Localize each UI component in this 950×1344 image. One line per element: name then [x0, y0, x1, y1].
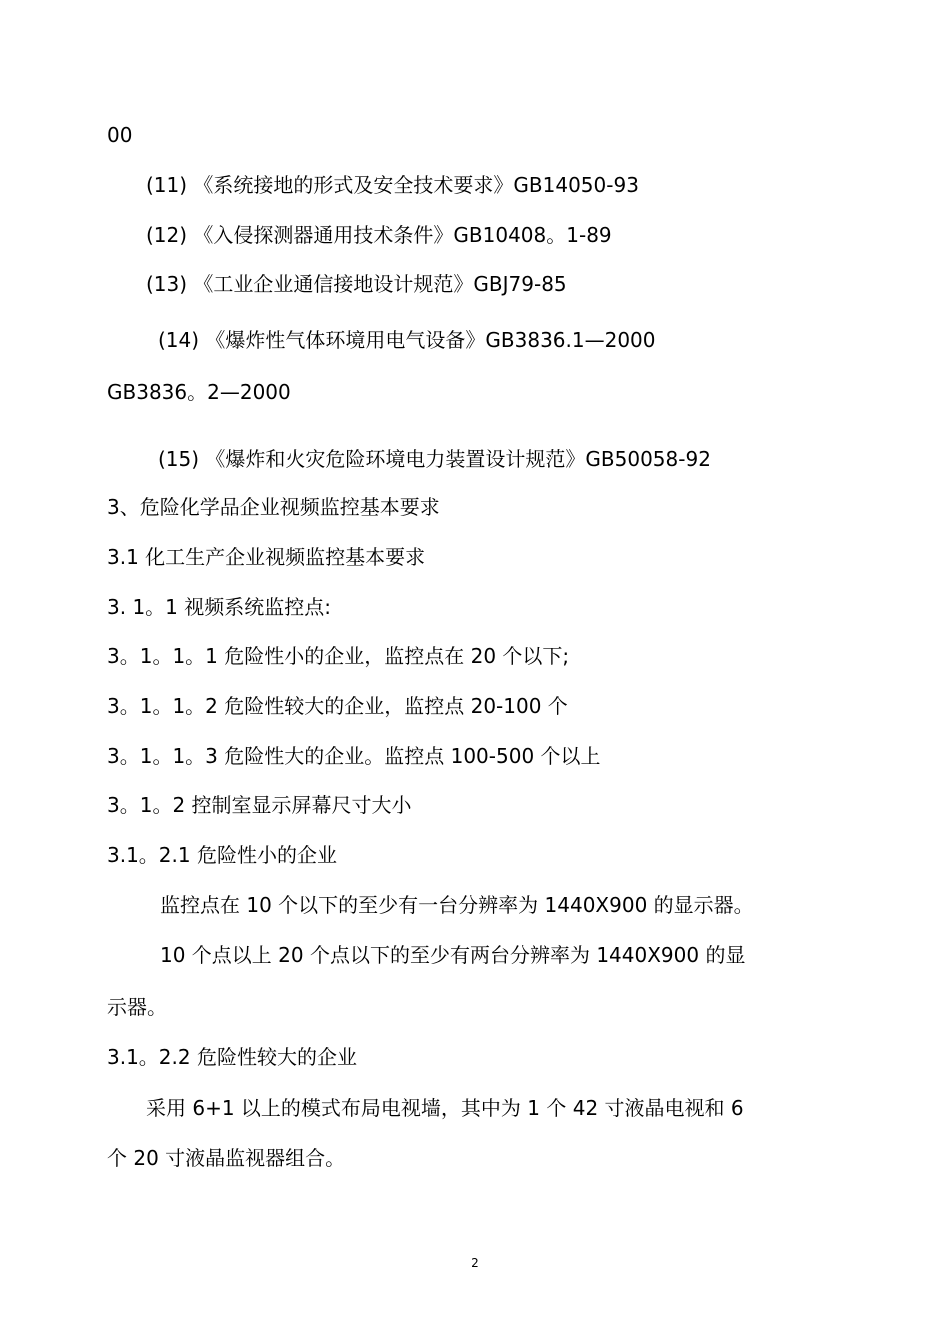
paragraph-line: 10 个点以上 20 个点以下的至少有两台分辨率为 1440X900 的显: [160, 943, 746, 967]
reference-item: (15) 《爆炸和火灾危险环境电力装置设计规范》GB50058-92: [158, 447, 711, 471]
reference-item: (13) 《工业企业通信接地设计规范》GBJ79-85: [146, 272, 567, 296]
text-line: 00: [107, 123, 133, 147]
reference-item: (12) 《入侵探测器通用技术条件》GB10408。1-89: [146, 223, 612, 247]
reference-item: (11) 《系统接地的形式及安全技术要求》GB14050-93: [146, 173, 639, 197]
paragraph-line: 个 20 寸液晶监视器组合。: [107, 1146, 346, 1170]
list-item: 3。1。1。2 危险性较大的企业，监控点 20-100 个: [107, 694, 568, 718]
text-line: GB3836。2—2000: [107, 380, 291, 404]
paragraph-line: 示器。: [107, 995, 167, 1019]
section-heading: 3、危险化学品企业视频监控基本要求: [107, 495, 440, 519]
paragraph-line: 监控点在 10 个以下的至少有一台分辨率为 1440X900 的显示器。: [160, 893, 754, 917]
page-number: 2: [471, 1256, 479, 1270]
subsection-heading: 3.1 化工生产企业视频监控基本要求: [107, 545, 426, 569]
subsection-heading: 3.1。2.1 危险性小的企业: [107, 843, 337, 867]
subsection-heading: 3.1。2.2 危险性较大的企业: [107, 1045, 357, 1069]
list-item: 3。1。1。3 危险性大的企业。监控点 100-500 个以上: [107, 744, 601, 768]
subsection-heading: 3. 1。1 视频系统监控点:: [107, 595, 331, 619]
subsection-heading: 3。1。2 控制室显示屏幕尺寸大小: [107, 793, 412, 817]
paragraph-line: 采用 6+1 以上的模式布局电视墙，其中为 1 个 42 寸液晶电视和 6: [146, 1096, 744, 1120]
list-item: 3。1。1。1 危险性小的企业，监控点在 20 个以下;: [107, 644, 570, 668]
reference-item: (14) 《爆炸性气体环境用电气设备》GB3836.1—2000: [158, 328, 656, 352]
